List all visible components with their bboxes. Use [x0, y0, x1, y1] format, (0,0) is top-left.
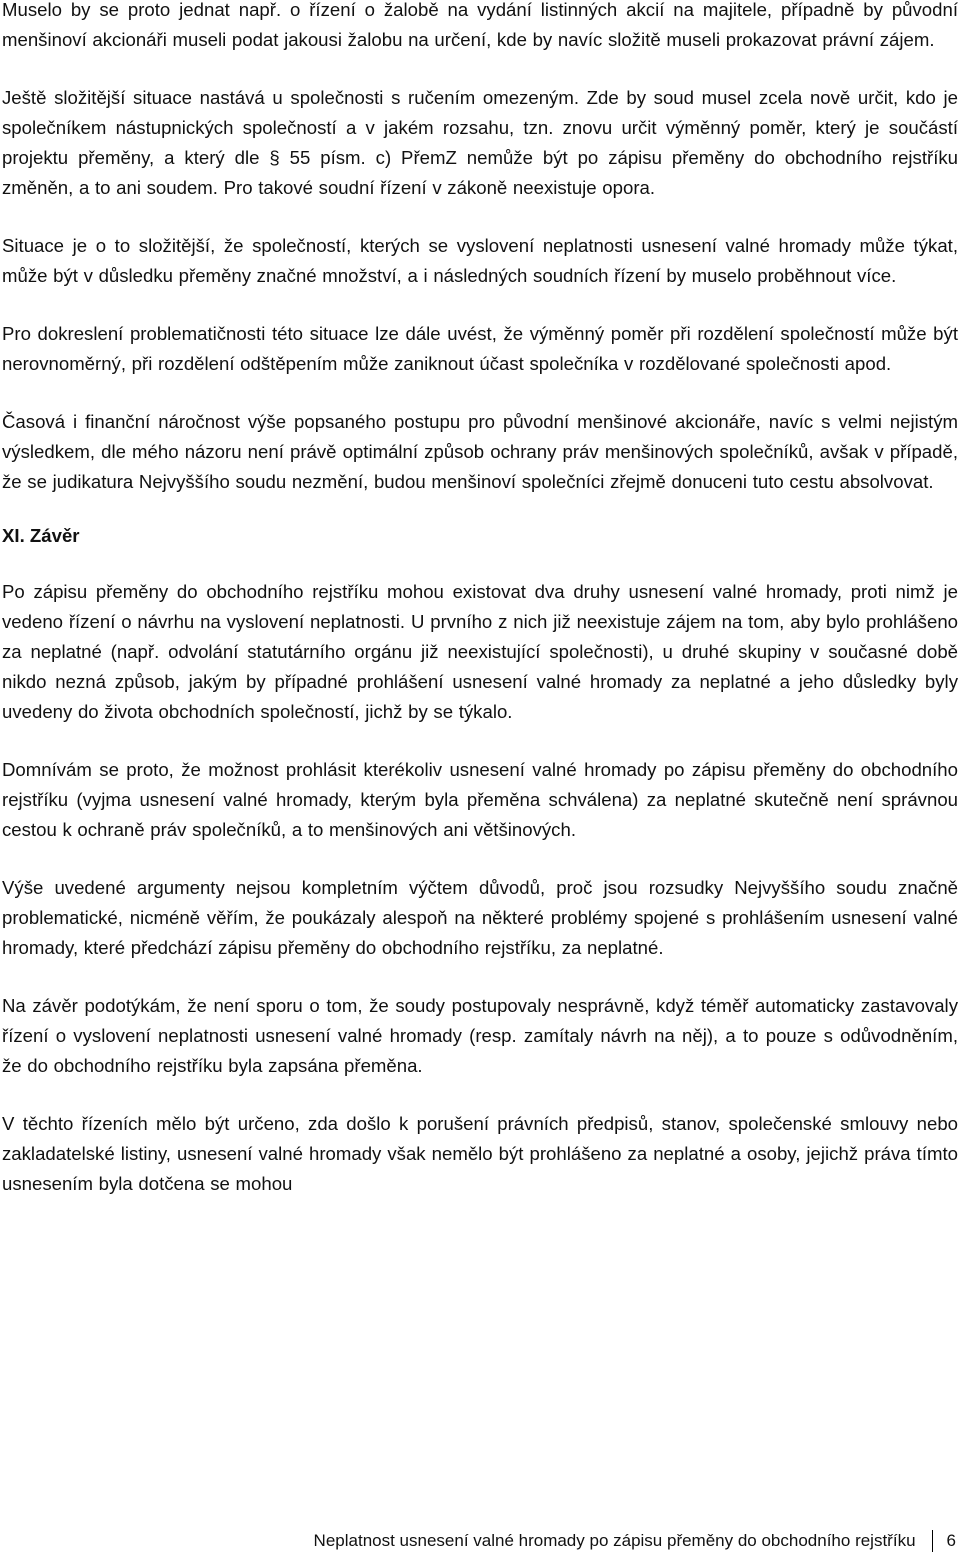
footer-divider — [932, 1530, 933, 1552]
conclusion-paragraph-3: Výše uvedené argumenty nejsou kompletním výčtem důvodů, proč jsou rozsudky Nejvyššího soudu značně problematické, nicméně věřím, že poukázaly alespoň na některé problémy spojené s prohlášením usnesení valné hromady, které předchází zápisu přeměny do obchodního rejstříku, za neplatné. — [2, 877, 958, 958]
page-footer — [0, 1528, 960, 1554]
page-number: 6 — [946, 1531, 956, 1550]
document-page — [2, 0, 958, 1227]
section-heading: XI. Závěr — [2, 525, 80, 546]
conclusion-paragraph-2: Domnívám se proto, že možnost prohlásit kterékoliv usnesení valné hromady po zápisu přeměny do obchodního rejstříku (vyjma usnesení valné hromady, kterým byla přeměna schválena) za neplatné skutečně není správnou cestou k ochraně práv společníků, a to menšinových ani většinových. — [2, 759, 958, 840]
conclusion-paragraph-1: Po zápisu přeměny do obchodního rejstříku mohou existovat dva druhy usnesení valné hromady, proti nimž je vedeno řízení o návrhu na vyslovení neplatnosti. U prvního z nich již neexistuje zájem na tom, aby bylo prohlášeno za neplatné (např. odvolání statutárního orgánu již neexistující společnosti), u druhé skupiny v současné době nikdo nezná způsob, jakým by případné prohlášení usnesení valné hromady za neplatné a jeho důsledky byly uvedeny do života obchodních společností, jichž by se týkalo. — [2, 581, 958, 722]
paragraph-4: Pro dokreslení problematičnosti této situace lze dále uvést, že výměnný poměr při rozdělení společností může být nerovnoměrný, při rozdělení odštěpením může zaniknout účast společníka v rozdělované společnosti apod. — [2, 323, 958, 374]
paragraph-1: Muselo by se proto jednat např. o řízení o žalobě na vydání listinných akcií na majitele, případně by původní menšinoví akcionáři museli podat jakousi žalobu na určení, kde by navíc složitě museli prokazovat právní zájem. — [2, 0, 958, 50]
conclusion-paragraph-5: V těchto řízeních mělo být určeno, zda došlo k porušení právních předpisů, stanov, společenské smlouvy nebo zakladatelské listiny, usnesení valné hromady však nemělo být prohlášeno za neplatné a osoby, jejichž práva tímto usnesením byla dotčena se mohou — [2, 1113, 958, 1194]
paragraph-3: Situace je o to složitější, že společností, kterých se vyslovení neplatnosti usnesení valné hromady může týkat, může být v důsledku přeměny značné množství, a i následných soudních řízení by muselo proběhnout více. — [2, 235, 958, 286]
footer-running-title: Neplatnost usnesení valné hromady po zápisu přeměny do obchodního rejstříku — [313, 1531, 916, 1550]
paragraph-5: Časová i finanční náročnost výše popsaného postupu pro původní menšinové akcionáře, navíc s velmi nejistým výsledkem, dle mého názoru není právě optimální způsob ochrany práv menšinových společníků, avšak v případě, že se judikatura Nejvyššího soudu nezmění, budou menšinoví společníci zřejmě donuceni tuto cestu absolvovat. — [2, 411, 958, 492]
conclusion-paragraph-4: Na závěr podotýkám, že není sporu o tom, že soudy postupovaly nesprávně, když téměř automaticky zastavovaly řízení o vyslovení neplatnosti usnesení valné hromady (resp. zamítaly návrh na něj), a to pouze s odůvodněním, že do obchodního rejstříku byla zapsána přeměna. — [2, 995, 958, 1076]
paragraph-2: Ještě složitější situace nastává u společnosti s ručením omezeným. Zde by soud musel zcela nově určit, kdo je společníkem nástupnických společností a v jakém rozsahu, tzn. znovu určit výměnný poměr, který je součástí projektu přeměny, a který dle § 55 písm. c) PřemZ nemůže být po zápisu přeměny do obchodního rejstříku změněn, a to ani soudem. Pro takové soudní řízení v zákoně neexistuje opora. — [2, 87, 958, 198]
